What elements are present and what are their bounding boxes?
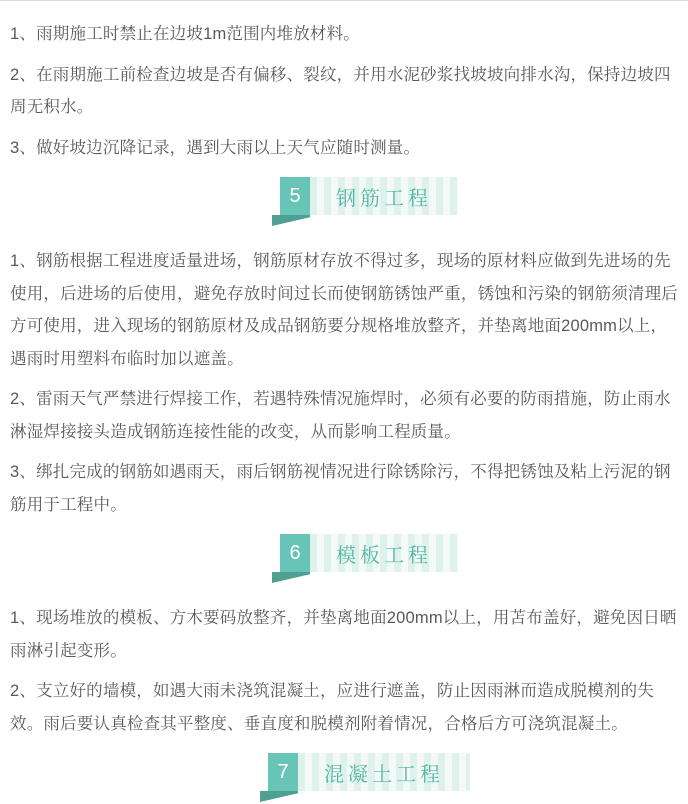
ribbon-fold-icon <box>272 572 310 583</box>
section-badge-formwork <box>280 534 458 572</box>
rebar-paragraph-2: 2、雷雨天气严禁进行焊接工作，若遇特殊情况施焊时，必须有必要的防雨措施，防止雨水淋湿焊接接头造成钢筋连接性能的改变，从而影响工程质量。 <box>10 390 671 441</box>
section-badge-rebar <box>280 177 458 215</box>
section-title: 混凝土工程 <box>298 753 470 791</box>
formwork-paragraph-1: 1、现场堆放的模板、方木要码放整齐，并垫离地面200mm以上，用苫布盖好，避免因日晒雨淋引起变形。 <box>10 609 677 660</box>
section-6-badge-row <box>10 534 678 572</box>
section-5-badge-row <box>10 177 678 215</box>
section-title: 钢筋工程 <box>310 177 458 215</box>
section-number-badge: 7 <box>268 753 298 791</box>
rebar-paragraph-1: 1、钢筋根据工程进度适量进场，钢筋原材存放不得过多，现场的原材料应做到先进场的先使用，后进场的后使用，避免存放时间过长而使钢筋锈蚀严重，锈蚀和污染的钢筋须清理后方可使用，进入现场的钢筋原材及成品钢筋要分规格堆放整齐，并垫离地面200mm以上，遇雨时用塑料布临时加以遮盖。 <box>10 252 678 368</box>
intro-paragraph-1: 1、雨期施工时禁止在边坡1m范围内堆放材料。 <box>10 25 360 43</box>
section-7-badge-row <box>10 753 678 791</box>
ribbon-fold-icon <box>260 791 298 802</box>
ribbon-fold-icon <box>272 215 310 226</box>
intro-paragraph-2: 2、在雨期施工前检查边坡是否有偏移、裂纹，并用水泥砂浆找坡坡向排水沟，保持边坡四周无积水。 <box>10 65 671 116</box>
rebar-paragraph-3: 3、绑扎完成的钢筋如遇雨天，雨后钢筋视情况进行除锈除污，不得把锈蚀及粘上污泥的钢筋用于工程中。 <box>10 463 671 514</box>
intro-paragraph-3: 3、做好坡边沉降记录，遇到大雨以上天气应随时测量。 <box>10 138 421 157</box>
section-badge-concrete <box>268 753 470 791</box>
section-number-badge: 5 <box>280 177 310 215</box>
article-content <box>0 1 688 791</box>
formwork-paragraph-2: 2、支立好的墙模，如遇大雨未浇筑混凝土，应进行遮盖，防止因雨淋而造成脱模剂的失效。雨后要认真检查其平整度、垂直度和脱模剂附着情况，合格后方可浇筑混凝土。 <box>10 682 654 733</box>
section-title: 模板工程 <box>310 534 458 572</box>
section-number-badge: 6 <box>280 534 310 572</box>
